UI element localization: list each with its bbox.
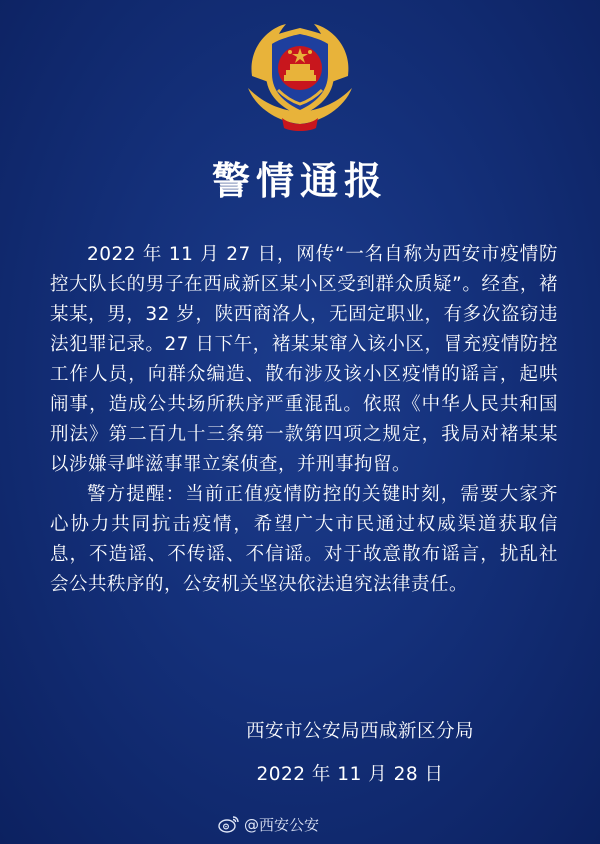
notice-paragraph: 警方提醒：当前正值疫情防控的关键时刻，需要大家齐心协力共同抗击疫情，希望广大市民通过权威渠道获取信息，不造谣、不传谣、不信谣。对于故意散布谣言，扰乱社会公共秩序的，公安机关坚决依法追究法律责任。 [50,484,558,595]
notice-paragraph: 2022 年 11 月 27 日，网传“一名自称为西安市疫情防控大队长的男子在西咸新区某小区受到群众质疑”。经查，褚某某，男，32 岁，陕西商洛人，无固定职业，有多次盗窃违法犯罪记录。27 日下午，褚某某窜入该小区，冒充疫情防控工作人员，向群众编造、散布涉及该小区疫情的谣言，起哄闹事，造成公共场所秩序严重混乱。依照《中华人民共和国刑法》第二百九十三条第一款第四项之规定，我局对褚某某以涉嫌寻衅滋事罪立案侦查，并刑事拘留。 [50,244,558,475]
weibo-icon [218,814,240,834]
weibo-watermark [218,812,319,836]
notice-body [50,240,558,600]
signature-date: 2022 年 11 月 28 日 [256,764,444,785]
police-emblem-icon [238,18,362,134]
page-title: 警情通报 [211,159,388,203]
signature-organization: 西安市公安局西咸新区分局 [245,721,474,742]
watermark-text: @西安公安 [244,815,320,834]
